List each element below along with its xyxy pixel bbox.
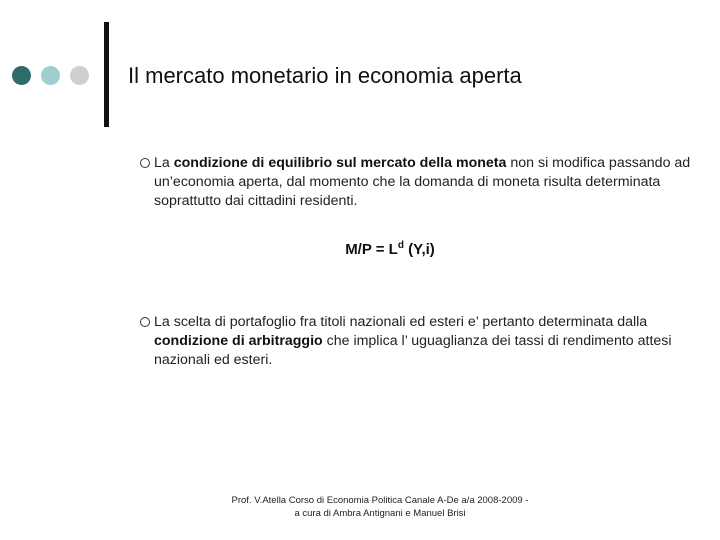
bullet1-pre: La: [154, 155, 174, 171]
footer-line-1: Prof. V.Atella Corso di Economia Politica Canale A-De a/a 2008-2009 -: [231, 495, 529, 506]
footer-line-2: a cura di Ambra Antignani e Manuel Brisi: [294, 508, 466, 519]
formula-superscript: d: [397, 240, 404, 251]
bullet-text-2: [154, 313, 694, 370]
slide-title: Il mercato monetario in economia aperta: [128, 63, 522, 88]
slide-footer: [180, 494, 580, 520]
decor-dot-light-teal: [41, 66, 60, 85]
bullet2-bold: condizione di arbitraggio: [154, 333, 323, 349]
bullet2-post: che implica l’ uguaglianza dei tassi di rendimento attesi nazionali ed esteri.: [154, 333, 672, 368]
bullet2-pre: La scelta di portafoglio fra titoli nazionali ed esteri e’ pertanto determinata dalla: [154, 314, 648, 330]
bullet1-post: non si modifica passando ad un’economia aperta, dal momento che la domanda di moneta risulta determinata soprattutto dai cittadini residenti.: [154, 155, 691, 209]
bullet-circle-icon: [140, 317, 150, 327]
bullet-text-1: [154, 154, 694, 211]
money-demand-formula: [0, 240, 720, 258]
formula-lhs: M/P = L: [345, 241, 398, 258]
bullet1-bold: condizione di equilibrio sul mercato della moneta: [173, 155, 507, 171]
title-divider-bar: [104, 22, 109, 127]
formula-rhs: (Y,i): [403, 241, 435, 258]
bullet-circle-icon: [140, 158, 150, 168]
decor-dot-dark: [12, 66, 31, 85]
decor-dot-gray: [70, 66, 89, 85]
